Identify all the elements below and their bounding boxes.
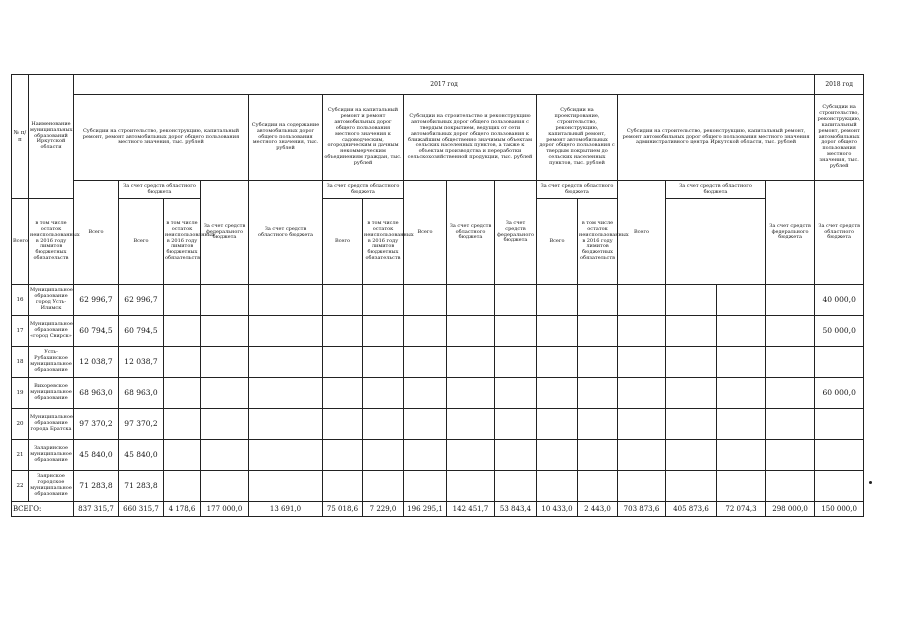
row-2018: 40 000,0 bbox=[815, 285, 864, 316]
row-name: Усть-Рубахинское муниципальное образование bbox=[29, 347, 74, 378]
row-2018 bbox=[815, 471, 864, 502]
row-name: Муниципальное образование «город Свирск» bbox=[29, 316, 74, 347]
row-regional: 71 283,8 bbox=[119, 471, 164, 502]
header-regional: За счет средств областного бюджета bbox=[249, 181, 323, 285]
row-number: 20 bbox=[12, 409, 29, 440]
header-year-2018: 2018 год bbox=[815, 75, 864, 95]
header-total: Всего bbox=[618, 181, 666, 285]
header-including-2016: в том числе остаток неиспользованных в 2016 году лимитов бюджетных обязательств bbox=[29, 199, 74, 285]
row-number: 18 bbox=[12, 347, 29, 378]
header-total: Всего bbox=[537, 199, 578, 285]
header-including-2016: в том числе остаток неиспользованных в 2016 году лимитов бюджетных обязательств bbox=[578, 199, 618, 285]
header-including-2016: в том числе остаток неиспользованных в 2016 году лимитов бюджетных обязательств bbox=[164, 199, 201, 285]
header-group-capital-repair: Субсидии на капитальный ремонт и ремонт автомобильных дорог общего пользования местного значения к садоводческим, огородническим и дачным некоммерческим объединениям граждан, тыс. рублей bbox=[323, 95, 404, 181]
row-name: Заярнское городское муниципальное образование bbox=[29, 471, 74, 502]
row-2018 bbox=[815, 409, 864, 440]
row-total: 62 996,7 bbox=[74, 285, 119, 316]
row-regional: 12 038,7 bbox=[119, 347, 164, 378]
header-group-2018: Субсидии на строительство, реконструкцию, капитальный ремонт, ремонт автомобильных дорог общего пользования местного значения, тыс. рублей bbox=[815, 95, 864, 181]
total-value: 703 873,6 bbox=[618, 502, 666, 517]
row-number: 22 bbox=[12, 471, 29, 502]
row-total: 12 038,7 bbox=[74, 347, 119, 378]
header-regional: За счет средств областного бюджета bbox=[537, 181, 618, 199]
total-value: 298 000,0 bbox=[766, 502, 815, 517]
scan-dot bbox=[869, 481, 872, 484]
header-total: Всего bbox=[404, 181, 447, 285]
total-value: 7 229,0 bbox=[363, 502, 404, 517]
total-value: 72 074,3 bbox=[717, 502, 766, 517]
header-no: № п/п bbox=[12, 75, 29, 199]
table-row bbox=[12, 440, 864, 471]
row-regional: 62 996,7 bbox=[119, 285, 164, 316]
row-total: 68 963,0 bbox=[74, 378, 119, 409]
row-regional: 68 963,0 bbox=[119, 378, 164, 409]
header-regional: За счет средств областного бюджета bbox=[815, 181, 864, 285]
header-federal: За счет средств федерального бюджета bbox=[495, 181, 537, 285]
row-2018 bbox=[815, 347, 864, 378]
total-value: 837 315,7 bbox=[74, 502, 119, 517]
header-year-2017: 2017 год bbox=[74, 75, 815, 95]
row-total: 45 840,0 bbox=[74, 440, 119, 471]
total-value: 10 433,0 bbox=[537, 502, 578, 517]
total-value: 142 451,7 bbox=[447, 502, 495, 517]
total-value: 75 018,6 bbox=[323, 502, 363, 517]
row-number: 19 bbox=[12, 378, 29, 409]
total-value: 4 178,6 bbox=[164, 502, 201, 517]
header-total: Всего bbox=[323, 199, 363, 285]
total-value: 660 315,7 bbox=[119, 502, 164, 517]
header-federal: За счет средств федерального бюджета bbox=[201, 181, 249, 285]
row-2018: 50 000,0 bbox=[815, 316, 864, 347]
row-number: 21 bbox=[12, 440, 29, 471]
header-regional: За счет средств областного бюджета bbox=[666, 181, 766, 199]
header-regional: За счет средств областного бюджета bbox=[323, 181, 404, 199]
table-row bbox=[12, 409, 864, 440]
header-total: Всего bbox=[74, 181, 119, 285]
total-value: 53 843,4 bbox=[495, 502, 537, 517]
header-group-hard-surface: Субсидии на строительство и реконструкцию автомобильных дорог общего пользования с твердым покрытием, ведущих от сети автомобильных дорог общего пользования к ближайшим общественно значимым объектам сельских населенных пунктов, а также к объектам производства и переработки сельскохозяйственной продукции, тыс. рублей bbox=[404, 95, 537, 181]
row-regional: 45 840,0 bbox=[119, 440, 164, 471]
header-regional: За счет средств областного бюджета bbox=[119, 181, 201, 199]
row-regional: 97 370,2 bbox=[119, 409, 164, 440]
header-including-2016: в том числе остаток неиспользованных в 2016 году лимитов бюджетных обязательств bbox=[363, 199, 404, 285]
table-row bbox=[12, 347, 864, 378]
table-row bbox=[12, 316, 864, 347]
table-row bbox=[12, 285, 864, 316]
total-value: 196 295,1 bbox=[404, 502, 447, 517]
row-total: 97 370,2 bbox=[74, 409, 119, 440]
total-value: 177 000,0 bbox=[201, 502, 249, 517]
total-value: 405 873,6 bbox=[666, 502, 717, 517]
total-value: 13 691,0 bbox=[249, 502, 323, 517]
totals-row bbox=[12, 502, 864, 517]
header-group-reconstruction: Субсидии на строительство, реконструкцию, капитальный ремонт, ремонт автомобильных дорог общего пользования местного значения, тыс. рублей bbox=[74, 95, 249, 181]
header-group-maintenance: Субсидии на содержание автомобильных дорог общего пользования местного значения, тыс. рублей bbox=[249, 95, 323, 181]
row-name: Муниципальное образование города Братска bbox=[29, 409, 74, 440]
row-number: 16 bbox=[12, 285, 29, 316]
table-row bbox=[12, 378, 864, 409]
total-value: 2 443,0 bbox=[578, 502, 618, 517]
header-group-admin-center: Субсидии на строительство, реконструкцию, капитальный ремонт, ремонт автомобильных дорог общего пользования местного значения административного центра Иркутской области, тыс. рублей bbox=[618, 95, 815, 181]
row-total: 60 794,5 bbox=[74, 316, 119, 347]
subsidy-table bbox=[11, 74, 864, 517]
row-regional: 60 794,5 bbox=[119, 316, 164, 347]
row-2018: 60 000,0 bbox=[815, 378, 864, 409]
totals-label: ВСЕГО: bbox=[12, 502, 74, 517]
row-name: Заларинское муниципальное образование bbox=[29, 440, 74, 471]
table-row bbox=[12, 471, 864, 502]
header-total: Всего bbox=[12, 199, 29, 285]
header-total: Всего bbox=[119, 199, 164, 285]
header-group-design: Субсидии на проектирование, строительство, реконструкцию, капитальный ремонт, ремонт автомобильных дорог общего пользования с твердым покрытием до сельских населенных пунктов, тыс. рублей bbox=[537, 95, 618, 181]
row-name: Муниципальное образование город Усть-Илимск bbox=[29, 285, 74, 316]
row-2018 bbox=[815, 440, 864, 471]
header-federal: За счет средств федерального бюджета bbox=[766, 181, 815, 285]
header-name: Наименование муниципальных образований Иркутской области bbox=[29, 75, 74, 199]
total-value: 150 000,0 bbox=[815, 502, 864, 517]
row-total: 71 283,8 bbox=[74, 471, 119, 502]
header-regional: За счет средств областного бюджета bbox=[447, 181, 495, 285]
row-number: 17 bbox=[12, 316, 29, 347]
row-name: Вихоревское муниципальное образование bbox=[29, 378, 74, 409]
